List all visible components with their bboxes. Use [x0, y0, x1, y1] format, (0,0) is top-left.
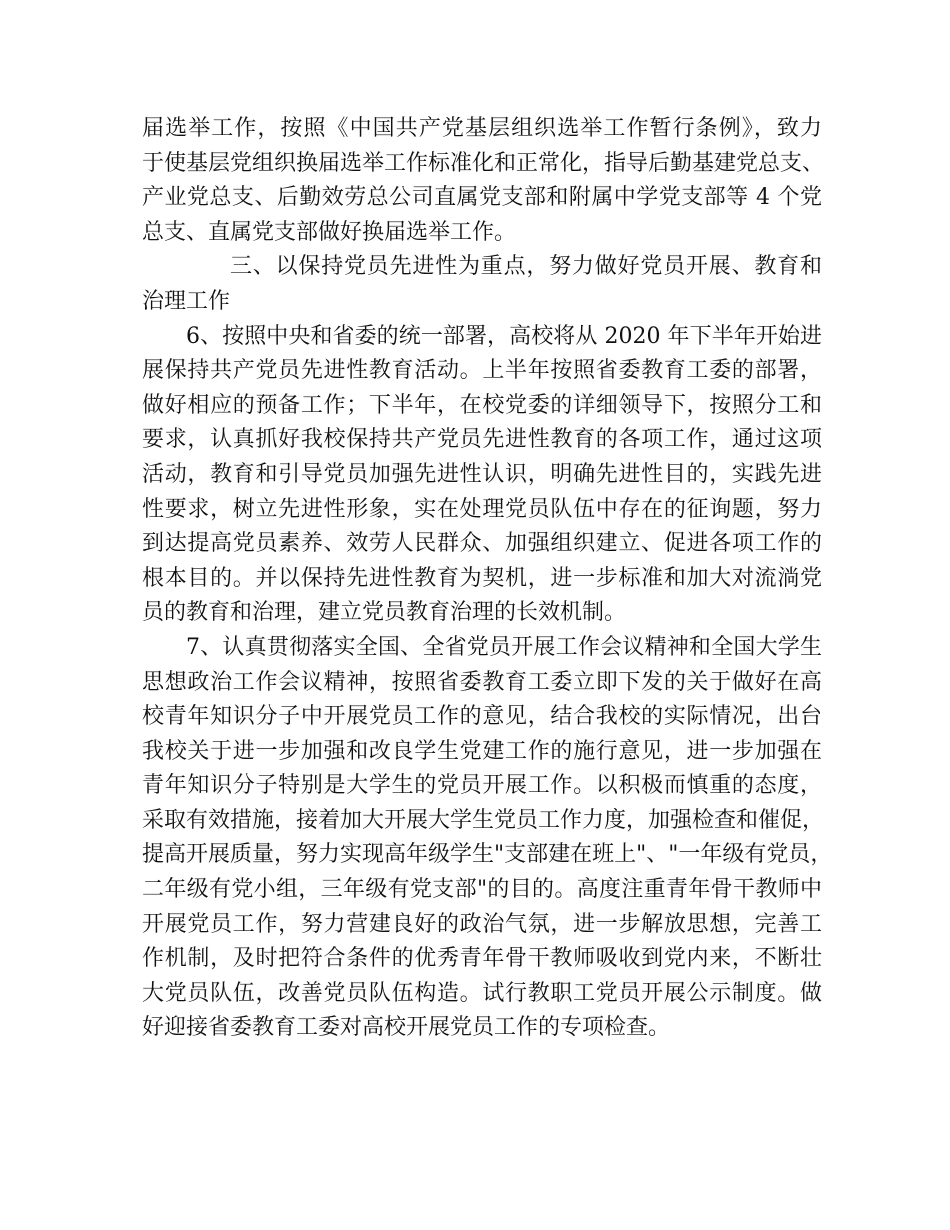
text-line: 到达提高党员素养、效劳人民群众、加强组织建立、促进各项工作的 [142, 531, 822, 557]
text-line: 总支、直属党支部做好换届选举工作。 [142, 219, 517, 245]
text-line: 做好相应的预备工作；下半年，在校党委的详细领导下，按照分工和 [142, 392, 822, 418]
text-line: 员的教育和治理，建立党员教育治理的长效机制。 [142, 600, 627, 626]
text-line: 届选举工作，按照《中国共产党基层组织选举工作暂行条例》，致力 [142, 116, 822, 141]
text-line: 采取有效措施，接着加大开展大学生党员工作力度，加强检查和催促， [142, 807, 825, 833]
text-line: 大党员队伍，改善党员队伍构造。试行教职工党员开展公示制度。做 [142, 980, 822, 1006]
text-line: 开展党员工作，努力营建良好的政治气氛，进一步解放思想，完善工 [142, 911, 822, 937]
text-line: 要求，认真抓好我校保持共产党员先进性教育的各项工作，通过这项 [142, 427, 822, 453]
text-line: 于使基层党组织换届选举工作标准化和正常化，指导后勤基建党总支、 [142, 150, 825, 176]
text-line: 展保持共产党员先进性教育活动。上半年按照省委教育工委的部署， [142, 358, 822, 384]
document-body [142, 112, 833, 1046]
section-heading-line: 治理工作 [142, 288, 231, 314]
text-line: 根本目的。并以保持先进性教育为契机，进一步标准和加大对流淌党 [142, 565, 822, 591]
text-line: 思想政治工作会议精神，按照省委教育工委立即下发的关于做好在高 [142, 669, 822, 695]
text-line: 校青年知识分子中开展党员工作的意见，结合我校的实际情况，出台 [142, 704, 822, 730]
paragraph-first-line: 6、按照中央和省委的统一部署，高校将从 2020 年下半年开始进 [186, 323, 822, 349]
text-line: 性要求，树立先进性形象，实在处理党员队伍中存在的征询题，努力 [142, 496, 822, 522]
text-line: 二年级有党小组，三年级有党支部"的目的。高度注重青年骨干教师中 [142, 877, 822, 903]
text-line: 产业党总支、后勤效劳总公司直属党支部和附属中学党支部等 4 个党 [142, 185, 822, 211]
text-line: 提高开展质量，努力实现高年级学生"支部建在班上"、"一年级有党员， [142, 842, 833, 868]
text-line: 我校关于进一步加强和改良学生党建工作的施行意见，进一步加强在 [142, 738, 822, 764]
text-line: 青年知识分子特别是大学生的党员开展工作。以积极而慎重的态度， [142, 773, 822, 799]
section-heading-line: 三、以保持党员先进性为重点，努力做好党员开展、教育和 [230, 254, 822, 280]
text-line: 好迎接省委教育工委对高校开展党员工作的专项检查。 [142, 1015, 671, 1041]
paragraph-first-line: 7、认真贯彻落实全国、全省党员开展工作会议精神和全国大学生 [186, 634, 822, 660]
text-line: 活动，教育和引导党员加强先进性认识，明确先进性目的，实践先进 [142, 461, 822, 487]
text-line: 作机制，及时把符合条件的优秀青年骨干教师吸收到党内来，不断壮 [142, 946, 822, 972]
